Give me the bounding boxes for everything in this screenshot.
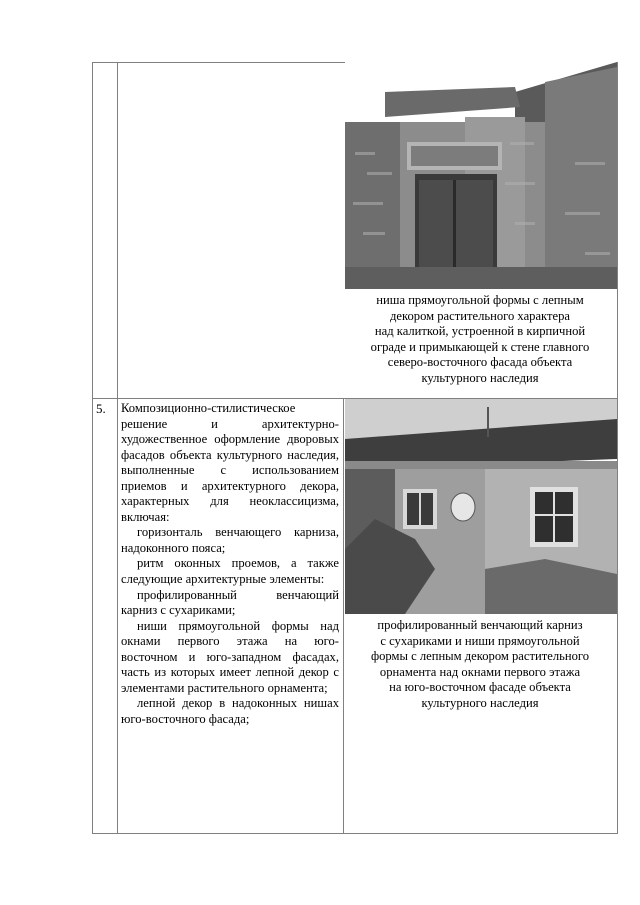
description-paragraph: горизонталь венчающего карниза, надоконного пояса; (121, 525, 339, 555)
table-left-border (92, 62, 93, 834)
row-description (121, 401, 339, 727)
description-paragraph: лепной декор в надоконных нишах юго-восточного фасада; (121, 696, 339, 726)
caption-line: культурного наследия (421, 370, 539, 385)
caption-line: северо-восточного фасада объекта (387, 355, 573, 369)
caption-line: профилированный венчающий карниз (377, 618, 583, 632)
caption-line: на юго-восточном фасаде объекта (389, 680, 571, 694)
row-number: 5. (96, 401, 106, 416)
courtyard-facade-photo (345, 399, 617, 614)
table-bottom-border (92, 833, 618, 834)
gate-niche-photo (345, 62, 617, 289)
table-right-border (617, 62, 618, 834)
description-paragraph: Композиционно-стилистическое решение и архитектурно-художественное оформление дворовых фасадов объекта культурного наследия, выполненные с использованием приемов и архитектурного декора, характерных для неоклассицизма, включая: (121, 401, 339, 524)
caption-line: формы с лепным декором растительного (370, 649, 590, 663)
gate-niche-caption (343, 293, 617, 386)
courtyard-facade-caption (343, 618, 617, 711)
caption-line: с сухариками и ниши прямоугольной (380, 633, 580, 648)
column-divider-description (343, 398, 344, 834)
description-paragraph: ритм оконных проемов, а также следующие архитектурные элементы: (121, 556, 339, 587)
caption-line: ниша прямоугольной формы с лепным (376, 293, 584, 307)
caption-line: ограде и примыкающей к стене главного (370, 339, 590, 354)
caption-line: декором растительного характера (390, 308, 570, 323)
description-paragraph: ниши прямоугольной формы над окнами первого этажа на юго-восточном и юго-западном фасадах, часть из которых имеет лепной декор с элементами растительного орнамента; (121, 618, 339, 695)
description-paragraph: профилированный венчающий карниз с сухариками; (121, 587, 339, 618)
caption-line: культурного наследия (421, 695, 539, 710)
caption-line: орнамента над окнами первого этажа (379, 664, 581, 679)
caption-line: над калиткой, устроенной в кирпичной (374, 324, 586, 338)
column-divider-number (117, 62, 118, 834)
